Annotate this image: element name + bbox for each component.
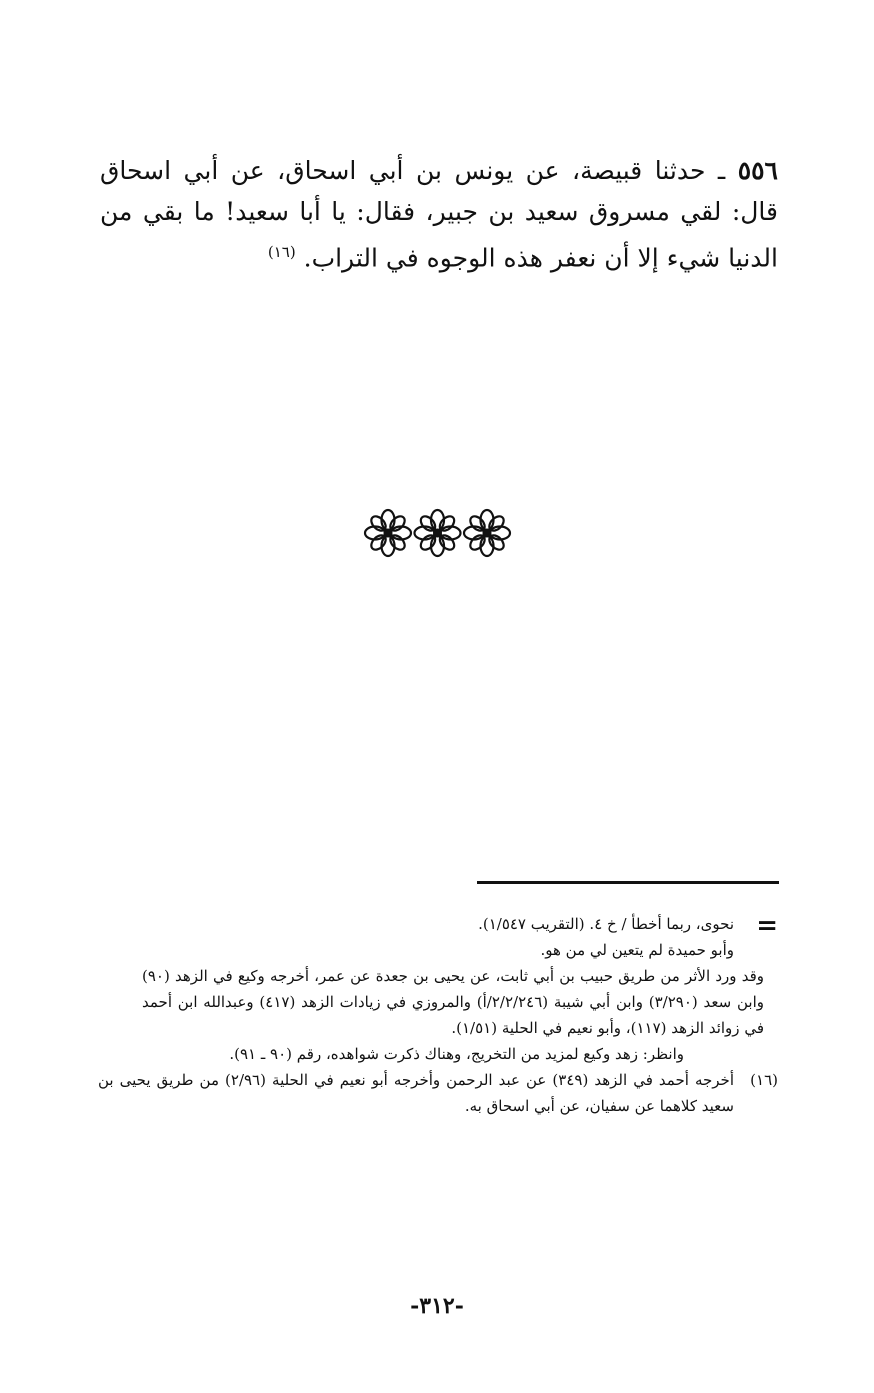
footnote-line: وقد ورد الأثر من طريق حبيب بن أبي ثابت، عن يحيى بن جعدة عن عمر، أخرجه وكيع في الزهد (٩٠) وابن سعد (٣/٢٩٠) وابن أبي شيبة (٢/٢/٢٤٦/أ) والمروزي في زيادات الزهد (٤١٧) وعبدالله ابن أحمد في زوائد الزهد (١١٧)، وأبو نعيم في الحلية (١/٥١). bbox=[142, 967, 764, 1037]
flower-ornament-right bbox=[464, 510, 510, 556]
flower-ornament-left bbox=[365, 510, 411, 556]
footnote-paragraph bbox=[98, 963, 778, 1041]
hadith-text: ـ حدثنا قبيصة، عن يونس بن أبي اسحاق، عن أبي اسحاق قال: لقي مسروق سعيد بن جبير، فقال: يا أبا سعيد! ما بقي من الدنيا شيء إلا أن نعفر هذه الوجوه في التراب. bbox=[100, 156, 778, 273]
footnote-paragraph bbox=[98, 1041, 778, 1067]
flower-ornament-center bbox=[415, 510, 461, 556]
main-text bbox=[100, 150, 778, 278]
footnote-line: وانظر: زهد وكيع لمزيد من التخريج، وهناك ذكرت شواهده، رقم (٩٠ ـ ٩١). bbox=[229, 1045, 684, 1063]
footnote-paragraph-body bbox=[142, 963, 778, 1041]
page-number: -٣١٢- bbox=[410, 1293, 464, 1319]
footnote-line: وأبو حميدة لم يتعين لي من هو. bbox=[540, 941, 734, 959]
footnote-separator bbox=[477, 881, 779, 884]
footnote-line: نحوى، ربما أخطأ / خ ٤. (التقريب ١/٥٤٧). bbox=[478, 915, 734, 933]
footnote-paragraph-body bbox=[98, 1041, 734, 1067]
footnote-reference: (١٦) bbox=[267, 243, 296, 261]
footnote-continuation-body bbox=[98, 911, 734, 963]
footnotes-section bbox=[98, 911, 778, 1119]
hadith-number: ٥٥٦ bbox=[737, 156, 778, 185]
footnote-16-body bbox=[98, 1067, 734, 1119]
footnote-continuation bbox=[98, 911, 778, 963]
footnote-line: أخرجه أحمد في الزهد (٣٤٩) عن عبد الرحمن وأخرجه أبو نعيم في الحلية (٢/٩٦) من طريق يحيى بن سعيد كلاهما عن سفيان، عن أبي اسحاق به. bbox=[98, 1071, 734, 1115]
footnote-16 bbox=[98, 1067, 778, 1119]
footnote-16-marker: (١٦) bbox=[750, 1071, 778, 1089]
flower-ornament-icon bbox=[360, 505, 515, 561]
continuation-marker: = bbox=[756, 911, 778, 941]
